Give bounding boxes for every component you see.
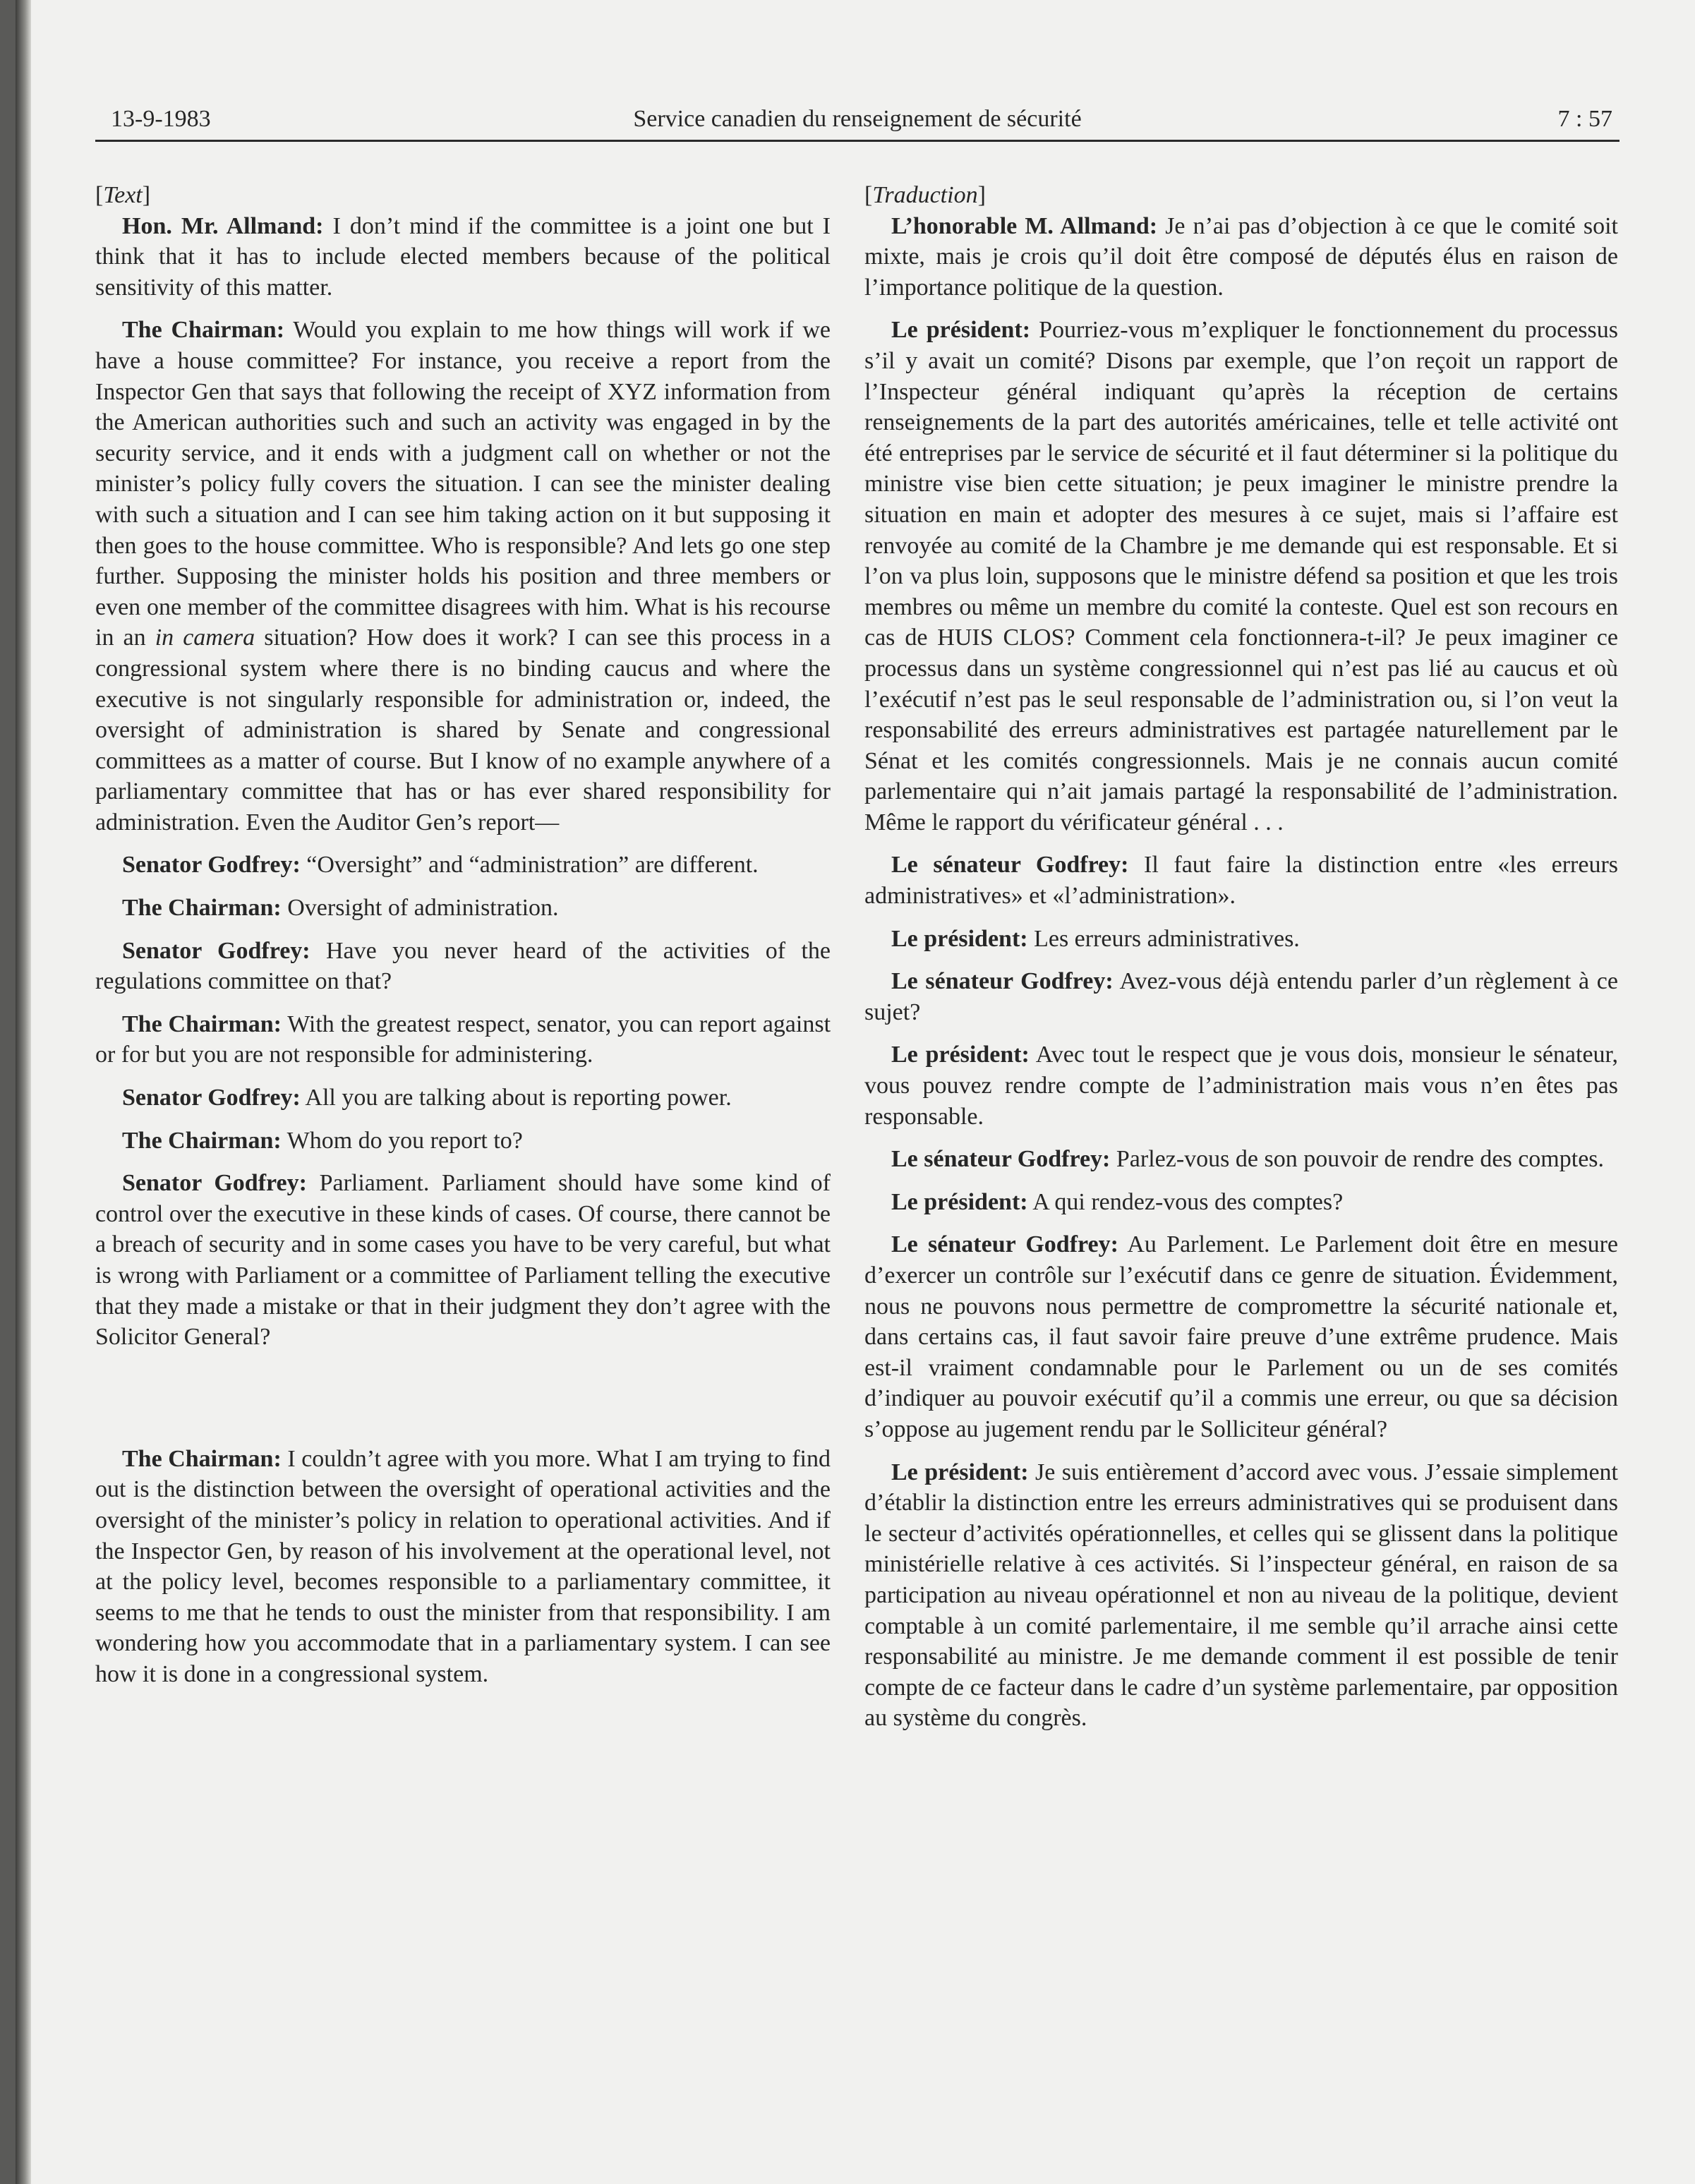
paragraph [864, 1229, 1618, 1444]
column-english [95, 180, 831, 1702]
speaker-name: Le président: [891, 1459, 1029, 1485]
language-marker: [Traduction] [864, 182, 986, 208]
speaker-name: Senator Godfrey: [122, 1085, 301, 1111]
speech-text: Au Parlement. Le Parlement doit être en mesure d’exercer un contrôle sur l’exécutif dans ce genre de situation. Évidemment, nous ne pouvons nous permettre de compromettre la sécurité nationale et, dans certains cas, il faut savoir faire preuve d’une extrême prudence. Mais est-il vraiment condamnable pour le Parlement ou un de ses comités d’indiquer au pouvoir exécutif qu’il a commis une erreur, ou que sa décision s’oppose au jugement rendu par le Solliciteur général? [864, 1231, 1619, 1442]
column-french [864, 180, 1618, 1746]
header-date: 13-9-1983 [111, 106, 211, 132]
speaker-name: Le président: [891, 1042, 1030, 1068]
paragraph [95, 893, 831, 924]
paragraph [95, 850, 831, 881]
speech-text: Avec tout le respect que je vous dois, monsieur le sénateur, vous pouvez rendre compte de l’administration mais vous n’en êtes pas responsable. [864, 1042, 1619, 1130]
speech-text: I don’t mind if the committee is a joint one but I think that it has to include elected members because of the political sensitivity of this matter. [95, 212, 831, 301]
speech-text: Parlez-vous de son pouvoir de rendre des comptes. [1116, 1146, 1605, 1173]
speaker-name: Le président: [891, 1188, 1028, 1215]
paragraph [864, 1187, 1618, 1218]
speech-italic: in camera [155, 625, 255, 651]
speech-text: Il faut faire la distinction entre «les erreurs administratives» et «l’administration». [864, 852, 1619, 910]
speech-text: Parliament. Parliament should have some kind of control over the executive in these kinds of cases. Of course, there cannot be a breach of security and in some cases you have to be very careful, but what is wrong with Parliament or a committee of Parliament telling the executive that they made a mistake or that in their judgment they don’t agree with the Solicitor General? [95, 1170, 831, 1351]
paragraph [864, 315, 1618, 838]
speaker-name: Le président: [891, 925, 1028, 952]
speaker-name: The Chairman: [122, 1445, 282, 1472]
speech-text: Je suis entièrement d’accord avec vous. J’essaie simplement d’établir la distinction entre les erreurs administratives qui se produisent dans le secteur d’activités opérationnelles, et celles qui se glissent dans la politique ministérielle relative à ces activités. Si l’inspecteur général, en raison de sa participation au niveau opérationnel et non au niveau de la politique, devient comptable à un comité parlementaire, il me semble qu’il arrache ainsi cette responsabilité au ministre. Je me demande comment il est possible de tenir compte de ce facteur dans le cadre d’un système parlementaire, par opposition au système du congrès. [864, 1459, 1618, 1732]
paragraph [864, 1039, 1618, 1132]
paragraph [95, 315, 831, 838]
paragraph [864, 1457, 1618, 1734]
language-marker-label: Traduction [872, 182, 978, 208]
speech-text: Would you explain to me how things will work if we have a house committee? For instance, you receive a report from the Inspector Gen that says that following the receipt of XYZ information from the American authorities such and such an activity was engaged in by the security service, and it ends with a judgment call on whether or not the minister’s policy fully covers the situation. I can see the minister dealing with such a situation and I can see him taking action on it but supposing it then goes to the house committee. Who is responsible? And lets go one step further. Supposing the minister holds his position and three members or even one member of the committee disagrees with him. What is his recourse in an [95, 317, 831, 651]
speaker-name: Le sénateur Godfrey: [891, 852, 1129, 879]
speaker-name: Le sénateur Godfrey: [891, 1146, 1111, 1173]
speaker-name: Le sénateur Godfrey: [891, 968, 1114, 995]
running-header [95, 103, 1619, 142]
speech-text: situation? How does it work? I can see this process in a congressional system where there is no binding caucus and where the executive is not singularly responsible for administration or, indeed, the oversight of administration is shared by Senate and congressional committees as a matter of course. But I know of no example anywhere of a parliamentary committee that has or has ever shared responsibility for administration. Even the Auditor Gen’s report— [95, 625, 831, 835]
speech-text: Oversight of administration. [287, 895, 559, 922]
page [16, 0, 1695, 2184]
speech-text: I couldn’t agree with you more. What I am trying to find out is the distinction between the oversight of operational activities and the oversight of the minister’s policy in relation to operational activities. And if the Inspector Gen, by reason of his involvement at the operational level, not at the policy level, becomes responsible to a parliamentary committee, it seems to me that he tends to oust the minister from that responsibility. I am wondering how you accommodate that in a parliamentary system. I can see how it is done in a congressional system. [95, 1445, 831, 1687]
speaker-name: L’honorable M. Allmand: [891, 212, 1158, 239]
speaker-name: The Chairman: [122, 1010, 282, 1037]
language-marker: [Text] [95, 182, 151, 208]
speech-text: Whom do you report to? [286, 1127, 523, 1154]
speech-text: Pourriez-vous m’expliquer le fonctionnement du processus s’il y avait un comité? Disons par exemple, que l’on reçoit un rapport de l’Inspecteur général indiquant qu’après la réception de certains renseignements de la part des autorités américaines, telle et telle activité ont été entreprises par le service de sécurité et il faut déterminer si la politique du ministre vise bien cette situation; je peux imaginer le ministre prendre la situation en main et adopter des mesures à ce sujet, mais si l’affaire est renvoyée au comité de la Chambre je me demande qui est responsable. Et si l’on va plus loin, supposons que le ministre défend sa position et que les trois membres ou même un membre du comité la conteste. Quel est son recours en cas de HUIS CLOS? Comment cela fonctionnera-t-il? Je peux imaginer ce processus dans un système congressionnel qui n’est pas lié au caucus et où l’exécutif n’est pas le seul responsable de l’administration ou, si l’on veut la responsabilité des erreurs administratives est partagée naturellement par le Sénat et les comités congressionnels. Mais je ne connais aucun comité parlementaire qui n’ait jamais partagé la responsabilité de l’administration. Même le rapport du vérificateur général . . . [864, 317, 1618, 835]
speech-text: Je n’ai pas d’objection à ce que le comité soit mixte, mais je crois qu’il doit être composé de députés élus en raison de l’importance politique de la question. [864, 212, 1619, 301]
paragraph [864, 850, 1618, 911]
speaker-name: Senator Godfrey: [122, 937, 310, 964]
paragraph [95, 1082, 831, 1114]
paragraph [95, 211, 831, 303]
header-page-number: 7 : 57 [1557, 106, 1612, 132]
paragraph [95, 1009, 831, 1070]
paragraph [95, 1168, 831, 1353]
speech-text: With the greatest respect, senator, you can report against or for but you are not responsible for administering. [95, 1010, 831, 1068]
paragraph [95, 1126, 831, 1157]
speaker-name: Senator Godfrey: [122, 852, 301, 879]
speaker-name: Le président: [891, 317, 1031, 344]
column-gap [95, 1365, 831, 1444]
paragraph [95, 1444, 831, 1690]
speaker-name: The Chairman: [122, 317, 285, 344]
header-title: Service canadien du renseignement de sécurité [633, 106, 1082, 132]
speech-text: Les erreurs administratives. [1034, 925, 1300, 952]
speech-text: All you are talking about is reporting power. [305, 1085, 732, 1111]
speaker-name: Le sénateur Godfrey: [891, 1231, 1118, 1258]
speaker-name: Senator Godfrey: [122, 1170, 307, 1197]
paragraph [864, 966, 1618, 1027]
speech-text: A qui rendez-vous des comptes? [1032, 1188, 1344, 1215]
paragraph [95, 936, 831, 997]
language-marker-label: Text [103, 182, 143, 208]
speaker-name: The Chairman: [122, 1127, 282, 1154]
paragraph [864, 1144, 1618, 1175]
speaker-name: Hon. Mr. Allmand: [122, 212, 324, 239]
speech-text: Avez-vous déjà entendu parler d’un règlement à ce sujet? [864, 968, 1618, 1025]
paragraph [864, 924, 1618, 955]
binding-edge [16, 0, 31, 2184]
speech-text: Have you never heard of the activities of the regulations committee on that? [95, 937, 831, 995]
speech-text: “Oversight” and “administration” are different. [306, 852, 759, 879]
paragraph [864, 211, 1618, 303]
speaker-name: The Chairman: [122, 895, 282, 922]
